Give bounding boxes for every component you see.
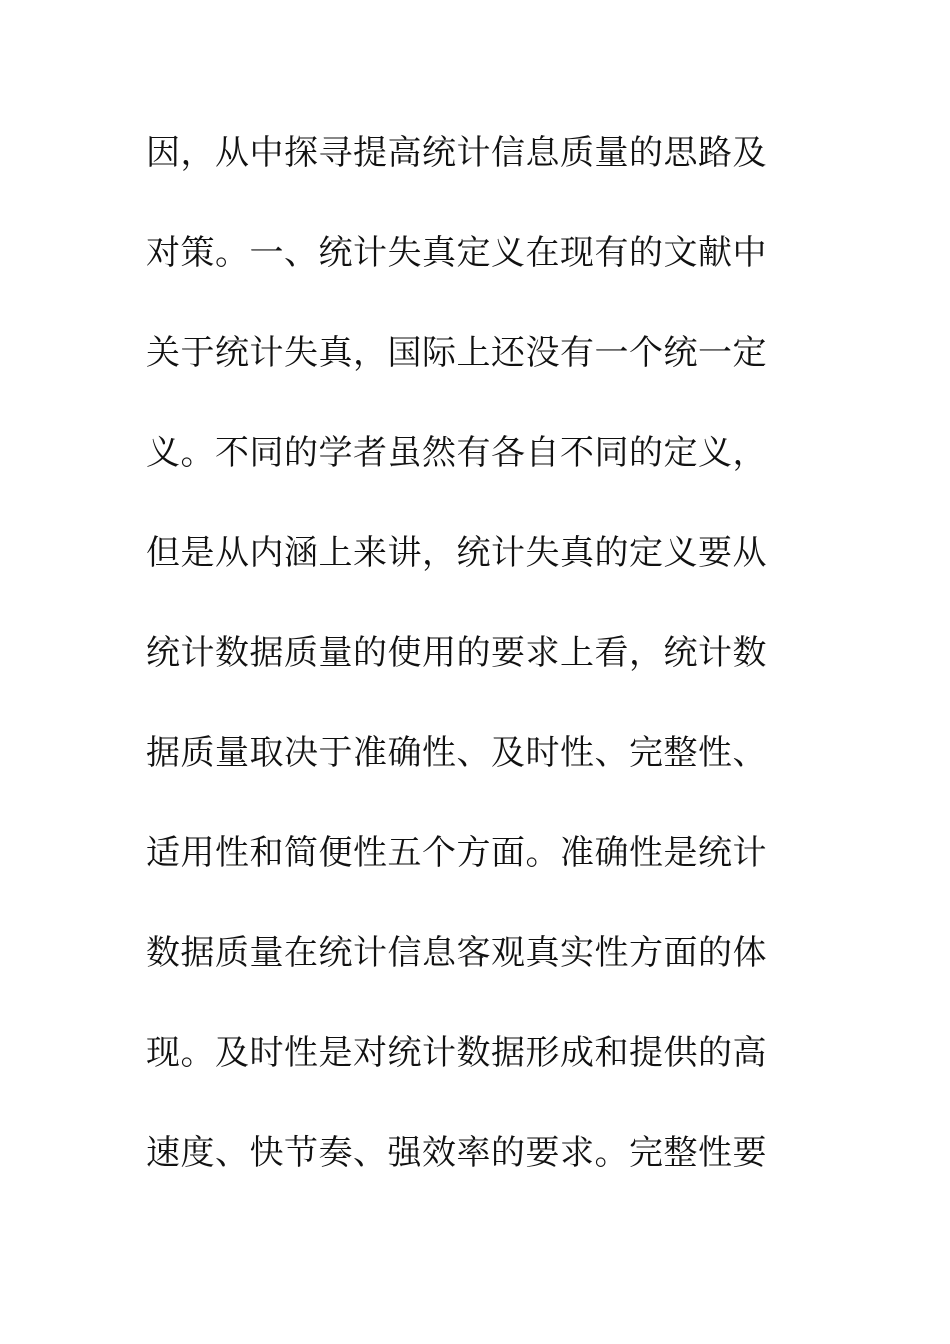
text-line: 关于统计失真，国际上还没有一个统一定 bbox=[146, 333, 767, 373]
text-line: 但是从内涵上来讲，统计失真的定义要从 bbox=[146, 533, 767, 573]
text-line: 适用性和简便性五个方面。准确性是统计 bbox=[146, 833, 767, 873]
text-line: 统计数据质量的使用的要求上看，统计数 bbox=[146, 633, 767, 673]
text-line: 现。及时性是对统计数据形成和提供的高 bbox=[146, 1033, 767, 1073]
body-text bbox=[146, 128, 806, 1228]
text-line: 数据质量在统计信息客观真实性方面的体 bbox=[146, 933, 767, 973]
text-line: 义。不同的学者虽然有各自不同的定义， bbox=[146, 433, 767, 473]
text-line: 据质量取决于准确性、及时性、完整性、 bbox=[146, 733, 767, 773]
text-line: 对策。一、统计失真定义在现有的文献中 bbox=[146, 233, 767, 273]
text-line: 速度、快节奏、强效率的要求。完整性要 bbox=[146, 1133, 767, 1173]
text-line: 因，从中探寻提高统计信息质量的思路及 bbox=[146, 133, 767, 173]
